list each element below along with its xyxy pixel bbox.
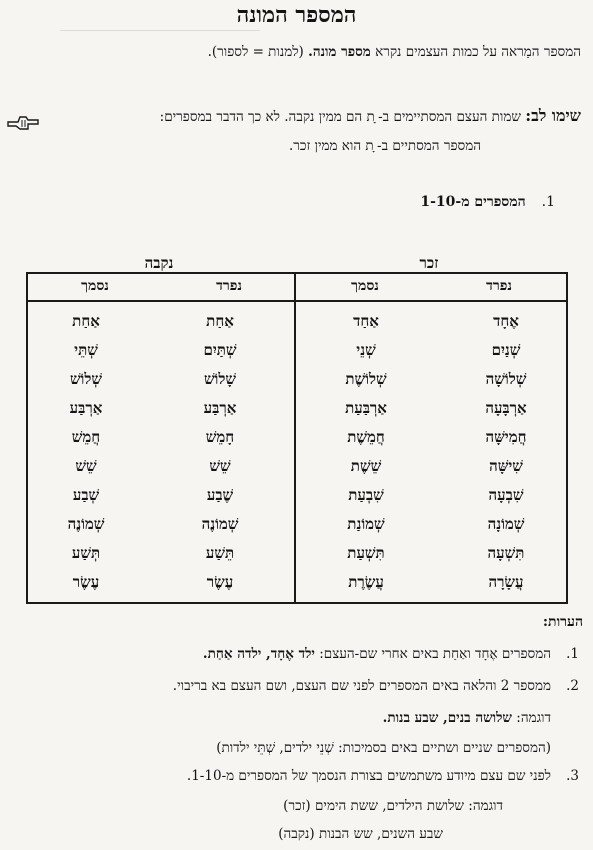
cell-fem-construct: שְׁלוֹשׁ [69,370,103,388]
attention-line1: שמות העצם המסתיימים ב- ָת הם ממין נקבה. לא כך הדבר במספרים: [159,109,526,125]
cell-masc-absolute: שִׁבְעָה [488,486,524,504]
note-3-example-label: דוגמה: [463,798,503,814]
table-row [28,544,566,573]
cell-masc-absolute: שְׁמוֹנָה [487,515,525,533]
cell-masc-absolute: עֲשָׂרָה [488,573,524,591]
table-row [28,399,566,428]
intro-paragraph [11,44,581,60]
note-3-example-line-2: שבע השנים, שש הבנות (נקבה) [278,826,443,842]
note-2 [173,678,579,694]
attention-label: שימו לב: [525,106,581,125]
note-3 [187,768,579,784]
bleed-through-texture [60,30,260,33]
column-header-row [28,274,566,302]
cell-masc-absolute: תִּשְׁעָה [487,544,525,562]
table-row [28,515,566,544]
note-1-number: 1. [566,646,579,662]
cell-fem-absolute: חָמֵשׁ [205,428,235,446]
intro-after: (למנות = לספור). [207,44,309,60]
attention-note [6,106,581,154]
intro-before: המספר המַראה על כמות העצמים נקרא [370,44,581,60]
note-3-example-line-1 [283,798,503,814]
note-1-text: המספרים אֶחָד ואַחַת באים אחרי שם-העצם: [314,646,551,662]
cell-fem-absolute: אַחַת [206,312,234,330]
cell-masc-construct: עֲשֶׂרֶת [348,573,384,591]
intro-term: מספר מונה. [308,44,371,60]
note-1 [203,646,579,662]
section-number: 1. [541,194,555,210]
cell-fem-construct: שֵׁשׁ [75,457,97,475]
table-row [28,573,566,602]
cell-fem-absolute: שְׁמוֹנֶה [201,515,239,533]
table-body [28,312,566,602]
cell-masc-construct: תִּשְׁעַת [347,544,385,562]
note-3-text: לפני שם עצם מיודע משתמשים בצורת הנסמך של המספרים מ-1-10. [186,768,551,784]
cell-masc-construct: שֵׁשֶׁת [350,457,382,475]
column-header-masc-construct: נסמך [351,278,379,294]
cell-fem-absolute: שֶׁבַע [206,486,234,504]
table-row [28,457,566,486]
cell-fem-construct: חֲמֵשׁ [71,428,101,446]
table-row [28,486,566,515]
notes-heading: הערות: [542,614,583,630]
cell-masc-absolute: שִׁישָּׁה [489,457,523,475]
gender-masculine-heading: זכר [419,254,439,272]
column-header-fem-absolute: נפרד [216,278,242,294]
note-2-example-line [383,710,551,726]
cell-fem-absolute: שֵׁשׁ [209,457,231,475]
cell-fem-construct: שְׁמוֹנֶה [67,515,105,533]
attention-line2: המספר המסתיים ב- ָת הוא ממין זכר. [288,138,481,154]
table-row [28,370,566,399]
table-row [28,312,566,341]
cell-masc-construct: אַחַד [353,312,379,330]
cell-masc-absolute: שְׁנַיִם [491,341,521,359]
note-2-parenthetical: (המספרים שניים ושתיים באים בסמיכות: שְׁנֵי ילדים, שְׁתֵּי ילדות) [216,740,551,756]
cell-masc-construct: חֲמֵשֶׁת [347,428,385,446]
cell-fem-construct: תְּשַׁע [71,544,101,562]
cell-fem-absolute: אַרְבַּע [203,399,237,417]
note-1-example: ילד אֶחָד, ילדה אַחַת. [202,646,315,662]
note-3-number: 3. [566,768,579,784]
cell-fem-absolute: תֵּשַׁע [205,544,235,562]
cell-fem-absolute: עֶשֶׂר [206,573,234,591]
table-grid [26,272,568,604]
table-row [28,341,566,370]
column-header-fem-construct: נסמך [81,278,109,294]
note-2-example-label: דוגמה: [511,710,551,726]
cell-fem-absolute: שָׁלוֹשׁ [203,370,237,388]
note-2-text: ממספר 2 והלאה באים המספרים לפני שם העצם, ושם העצם בא בריבוי. [172,678,551,694]
cell-fem-construct: אַחַת [72,312,100,330]
gender-feminine-heading: נקבה [144,254,174,272]
cell-masc-construct: שִׁבְעַת [348,486,384,504]
gender-header-row [26,250,566,272]
cell-fem-construct: עֶשֶׂר [72,573,100,591]
table-row [28,428,566,457]
cell-fem-construct: שְׁתֵּי [74,341,98,359]
cell-fem-construct: אַרְבַּע [69,399,103,417]
cell-masc-absolute: אֶחָד [493,312,519,330]
note-3-example-1: שלושת הילדים, ששת הימים (זכר) [283,798,464,814]
note-2-example: שלושה בנים, שבע בנות. [382,710,512,726]
column-header-masc-absolute: נפרד [486,278,512,294]
cell-fem-construct: שְׁבַע [72,486,100,504]
section-heading [420,194,555,211]
section-title: המספרים מ-1-10 [420,194,526,210]
cell-masc-absolute: אַרְבָּעָה [485,399,527,417]
cell-masc-absolute: שְׁלוֹשָׁה [485,370,527,388]
cell-masc-construct: שְׁמוֹנַת [347,515,385,533]
cell-masc-construct: שְׁלוֹשֶׁת [345,370,387,388]
cell-masc-absolute: חֲמִישָּׁה [485,428,527,446]
cell-masc-construct: שְׁנֵי [356,341,376,359]
cell-masc-construct: אַרְבַּעַת [345,399,387,417]
numbers-table [26,250,566,602]
cell-fem-absolute: שְׁתַּיִם [203,341,237,359]
page-title: המספר המונה [236,2,357,28]
note-2-number: 2. [566,678,579,694]
